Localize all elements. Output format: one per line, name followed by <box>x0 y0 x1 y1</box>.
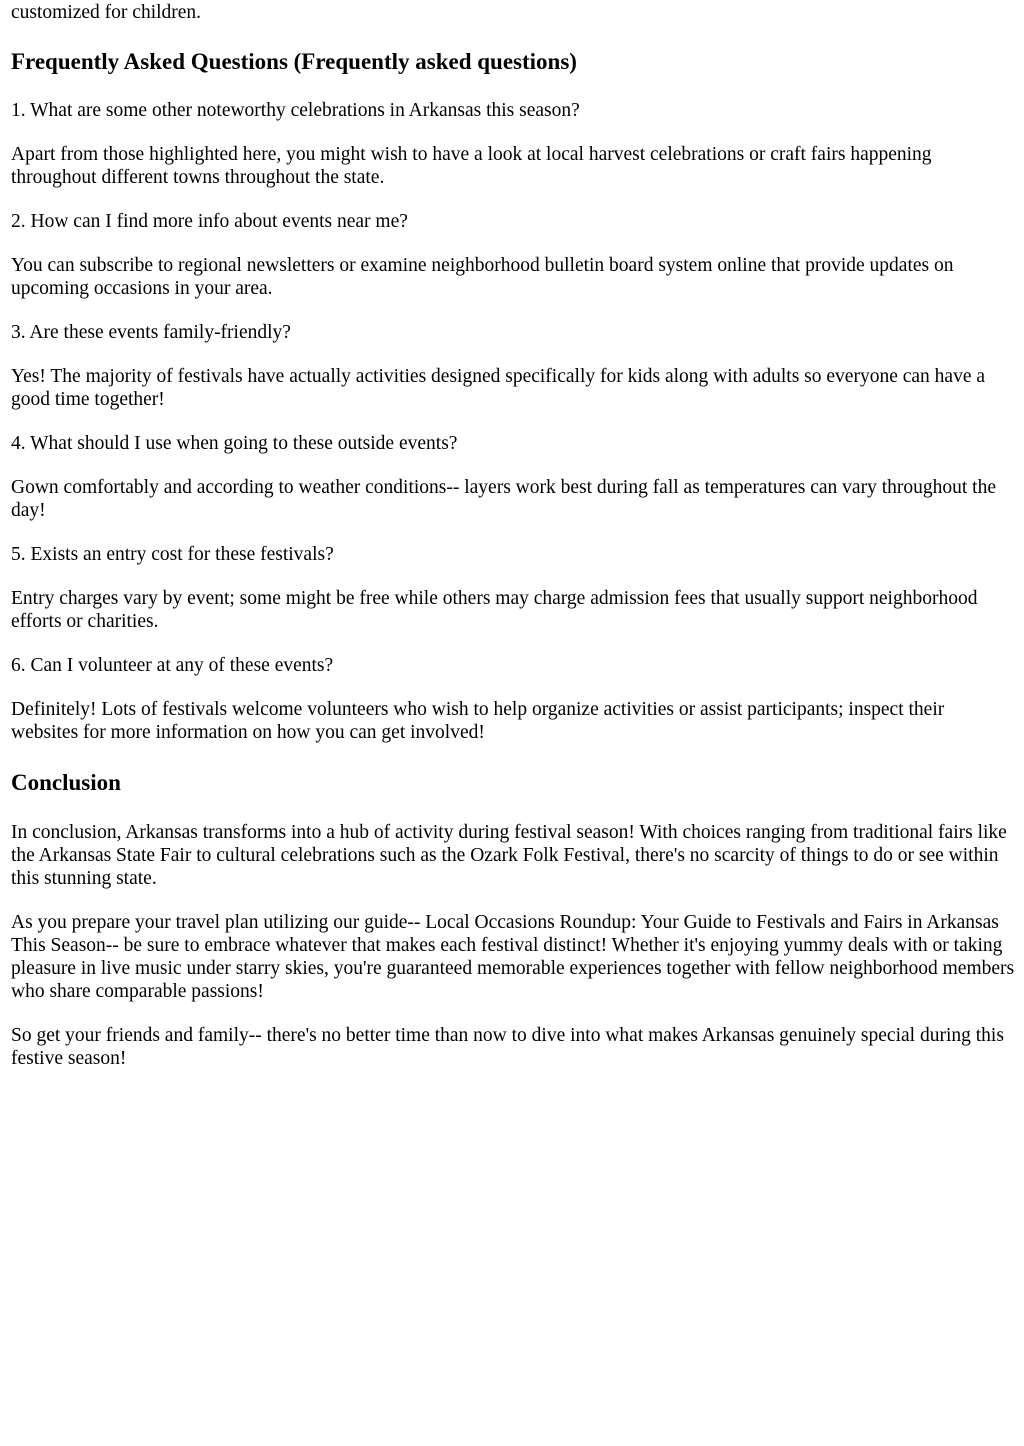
faq-question-6: 6. Can I volunteer at any of these events? <box>11 655 334 676</box>
faq-answer-3: Yes! The majority of festivals have actually activities designed specifically for kids along with adults so everyone can have a good time together! <box>11 366 986 410</box>
faq-heading: Frequently Asked Questions (Frequently asked questions) <box>11 49 577 74</box>
faq-answer-6: Definitely! Lots of festivals welcome volunteers who wish to help organize activities or assist participants; inspect their websites for more information on how you can get involved! <box>11 699 945 743</box>
faq-answer-2: You can subscribe to regional newsletters or examine neighborhood bulletin board system online that provide updates on upcoming occasions in your area. <box>11 255 954 299</box>
conclusion-paragraph-1: In conclusion, Arkansas transforms into a hub of activity during festival season! With choices ranging from traditional fairs like the Arkansas State Fair to cultural celebrations such as the Ozark Folk Festival, there's no scarcity of things to do or see within this stunning state. <box>11 822 1007 889</box>
conclusion-heading: Conclusion <box>11 770 121 795</box>
faq-question-4: 4. What should I use when going to these outside events? <box>11 433 458 454</box>
faq-answer-5: Entry charges vary by event; some might be free while others may charge admission fees that usually support neighborhood efforts or charities. <box>11 588 978 632</box>
conclusion-paragraph-2: As you prepare your travel plan utilizing our guide-- Local Occasions Roundup: Your Guide to Festivals and Fairs in Arkansas This Season-- be sure to embrace whatever that makes each festival distinct! Whether it's enjoying yummy deals with or taking pleasure in live music under starry skies, you're guaranteed memorable experiences together with fellow neighborhood members who share comparable passions! <box>11 912 1015 1002</box>
faq-question-3: 3. Are these events family-friendly? <box>11 322 291 343</box>
faq-answer-1: Apart from those highlighted here, you might wish to have a look at local harvest celebrations or craft fairs happening throughout different towns throughout the state. <box>11 144 932 188</box>
faq-question-2: 2. How can I find more info about events near me? <box>11 211 408 232</box>
intro-fragment: customized for children. <box>11 2 202 23</box>
faq-answer-4: Gown comfortably and according to weather conditions-- layers work best during fall as temperatures can vary throughout the day! <box>11 477 996 521</box>
faq-question-1: 1. What are some other noteworthy celebrations in Arkansas this season? <box>11 100 580 121</box>
faq-question-5: 5. Exists an entry cost for these festivals? <box>11 544 334 565</box>
conclusion-paragraph-3: So get your friends and family-- there's no better time than now to dive into what makes Arkansas genuinely special during this festive season! <box>11 1025 1004 1069</box>
